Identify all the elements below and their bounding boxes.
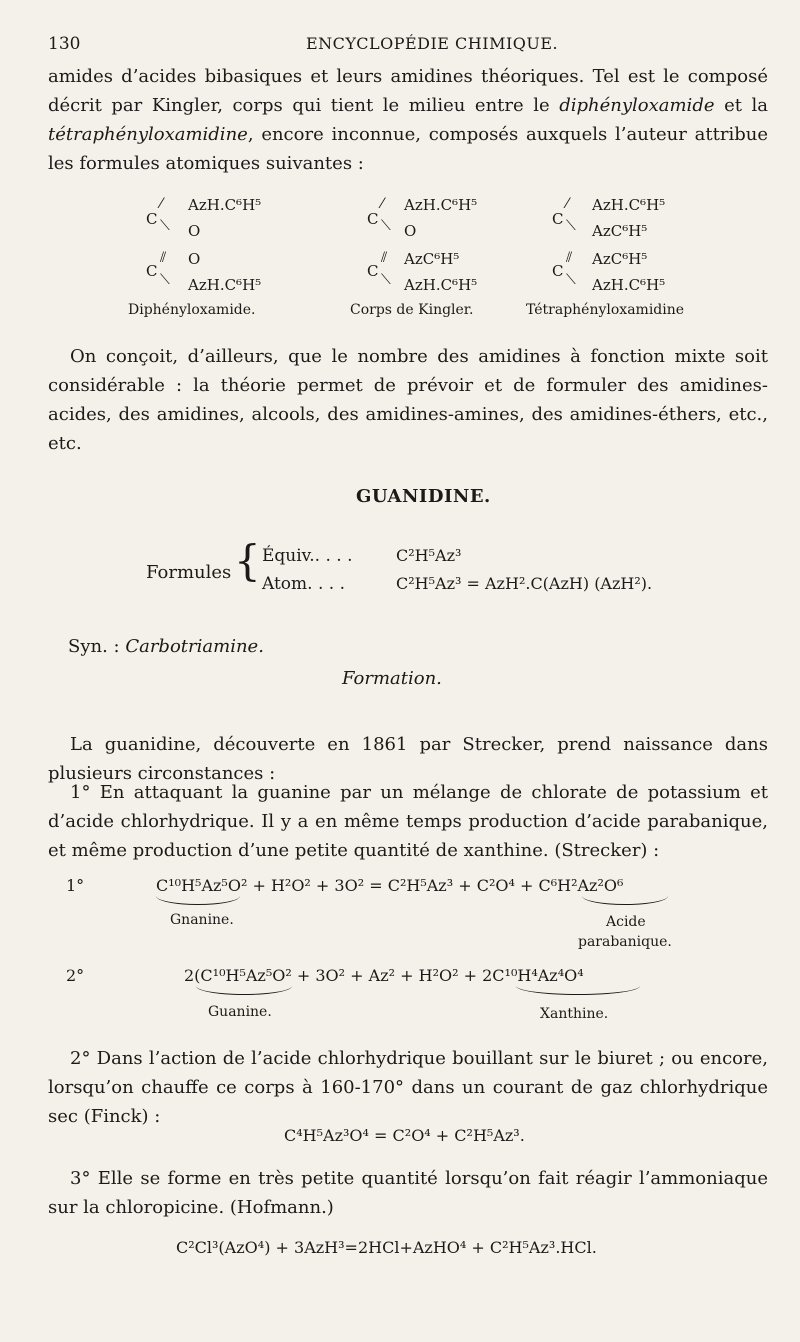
paragraph-1: 1° En attaquant la guanine par un mélange de chlorate de potassium et d’acide chlorhydrique. Il y a en même temps production d’acide parabanique, et même production d’une petite quantité de xanthine. (Strecker) :	[48, 782, 768, 861]
page-number: 130	[48, 34, 81, 54]
structure-group: AzC⁶H⁵	[592, 250, 648, 268]
structure-group: AzH.C⁶H⁵	[592, 276, 666, 294]
carbon-label: C	[146, 262, 158, 280]
synonym-value: Carbotriamine.	[125, 636, 264, 657]
carbon-label: C	[367, 262, 379, 280]
intro-text-3: , encore inconnue, composés auxquels l’auteur attribue les formules atomiques suivantes :	[48, 124, 768, 174]
bond-up: ⫽	[566, 250, 573, 266]
bond-down: ⟍	[160, 272, 170, 288]
intro-text-2: et la	[714, 95, 769, 116]
structure-group: O	[404, 222, 417, 240]
atom-formula: C²H⁵Az³ = AzH².C(AzH) (AzH²).	[396, 574, 653, 593]
structure-caption: Diphényloxamide.	[128, 302, 256, 318]
formules-label: Formules	[146, 562, 232, 583]
synonym-label: Syn. :	[68, 636, 126, 657]
bond-down: ⟍	[160, 218, 170, 234]
underbrace	[582, 896, 668, 905]
atom-label: Atom. . . .	[262, 574, 345, 594]
structure-group: AzH.C⁶H⁵	[404, 196, 478, 214]
equiv-label: Équiv.. . . .	[262, 546, 353, 566]
structure-group: AzC⁶H⁵	[404, 250, 460, 268]
bond-up: ⫽	[160, 250, 167, 266]
equation-label: Gnanine.	[170, 912, 234, 928]
intro-text-1: amides d’acides bibasiques et leurs amidines théoriques. Tel est le composé décrit par Kingler, corps qui tient le milieu entre le	[48, 66, 768, 116]
brace: {	[234, 536, 261, 585]
equiv-formula: C²H⁵Az³	[396, 546, 462, 565]
paragraph-2: 2° Dans l’action de l’acide chlorhydrique bouillant sur le biuret ; ou encore, lorsqu’on chauffe ce corps à 160-170° dans un courant de gaz chlorhydrique sec (Finck) :	[48, 1048, 768, 1127]
structure-caption: Corps de Kingler.	[350, 302, 474, 318]
bond-down: ⟍	[381, 218, 391, 234]
equation-number: 1°	[66, 876, 85, 895]
intro-paragraph	[48, 62, 768, 178]
running-header: ENCYCLOPÉDIE CHIMIQUE.	[306, 34, 559, 53]
bond-down: ⟍	[566, 218, 576, 234]
bond-up: ⁄	[566, 196, 569, 212]
equation-4: C²Cl³(AzO⁴) + 3AzH³=2HCl+AzHO⁴ + C²H⁵Az³.HCl.	[176, 1238, 597, 1257]
bond-up: ⁄	[160, 196, 163, 212]
intro-italic-1: diphényloxamide	[559, 95, 715, 116]
underbrace	[516, 986, 640, 995]
equation-formula: C¹⁰H⁵Az⁵O² + H²O² + 3O² = C²H⁵Az³ + C²O⁴ + C⁶H²Az²O⁶	[156, 876, 624, 895]
equation-label: Guanine.	[208, 1004, 272, 1020]
paragraph-amidines: On conçoit, d’ailleurs, que le nombre des amidines à fonction mixte soit considérable : la théorie permet de prévoir et de formuler des amidines-acides, des amidines, alcools, des amidines-amines, des amidines-éthers, etc., etc.	[48, 346, 768, 454]
carbon-label: C	[146, 210, 158, 228]
structure-group: AzH.C⁶H⁵	[404, 276, 478, 294]
equation-formula: 2(C¹⁰H⁵Az⁵O² + 3O² + Az² + H²O² + 2C¹⁰H⁴Az⁴O⁴	[184, 966, 584, 985]
carbon-label: C	[552, 210, 564, 228]
section-title: GUANIDINE.	[356, 486, 491, 507]
underbrace	[156, 896, 240, 905]
paragraph-3: 3° Elle se forme en très petite quantité lorsqu’on fait réagir l’ammoniaque sur la chloropicine. (Hofmann.)	[48, 1168, 768, 1218]
structure-group: AzC⁶H⁵	[592, 222, 648, 240]
paragraph-formation: La guanidine, découverte en 1861 par Strecker, prend naissance dans plusieurs circonstances :	[48, 734, 768, 784]
structure-group: O	[188, 222, 201, 240]
equation-label: parabanique.	[578, 934, 672, 950]
structure-group: AzH.C⁶H⁵	[592, 196, 666, 214]
bond-down: ⟍	[381, 272, 391, 288]
equation-label: Xanthine.	[540, 1006, 609, 1022]
equation-label: Acide	[606, 914, 646, 930]
structure-group: O	[188, 250, 201, 268]
bond-up: ⫽	[381, 250, 388, 266]
intro-italic-2: tétraphényloxamidine	[48, 124, 248, 145]
structure-group: AzH.C⁶H⁵	[188, 196, 262, 214]
structure-caption: Tétraphényloxamidine	[526, 302, 685, 318]
subsection-title: Formation.	[342, 668, 442, 689]
underbrace	[196, 986, 292, 995]
synonym-line	[68, 636, 264, 657]
bond-up: ⁄	[381, 196, 384, 212]
bond-down: ⟍	[566, 272, 576, 288]
structure-group: AzH.C⁶H⁵	[188, 276, 262, 294]
equation-3: C⁴H⁵Az³O⁴ = C²O⁴ + C²H⁵Az³.	[284, 1126, 525, 1145]
carbon-label: C	[552, 262, 564, 280]
equation-number: 2°	[66, 966, 85, 985]
carbon-label: C	[367, 210, 379, 228]
